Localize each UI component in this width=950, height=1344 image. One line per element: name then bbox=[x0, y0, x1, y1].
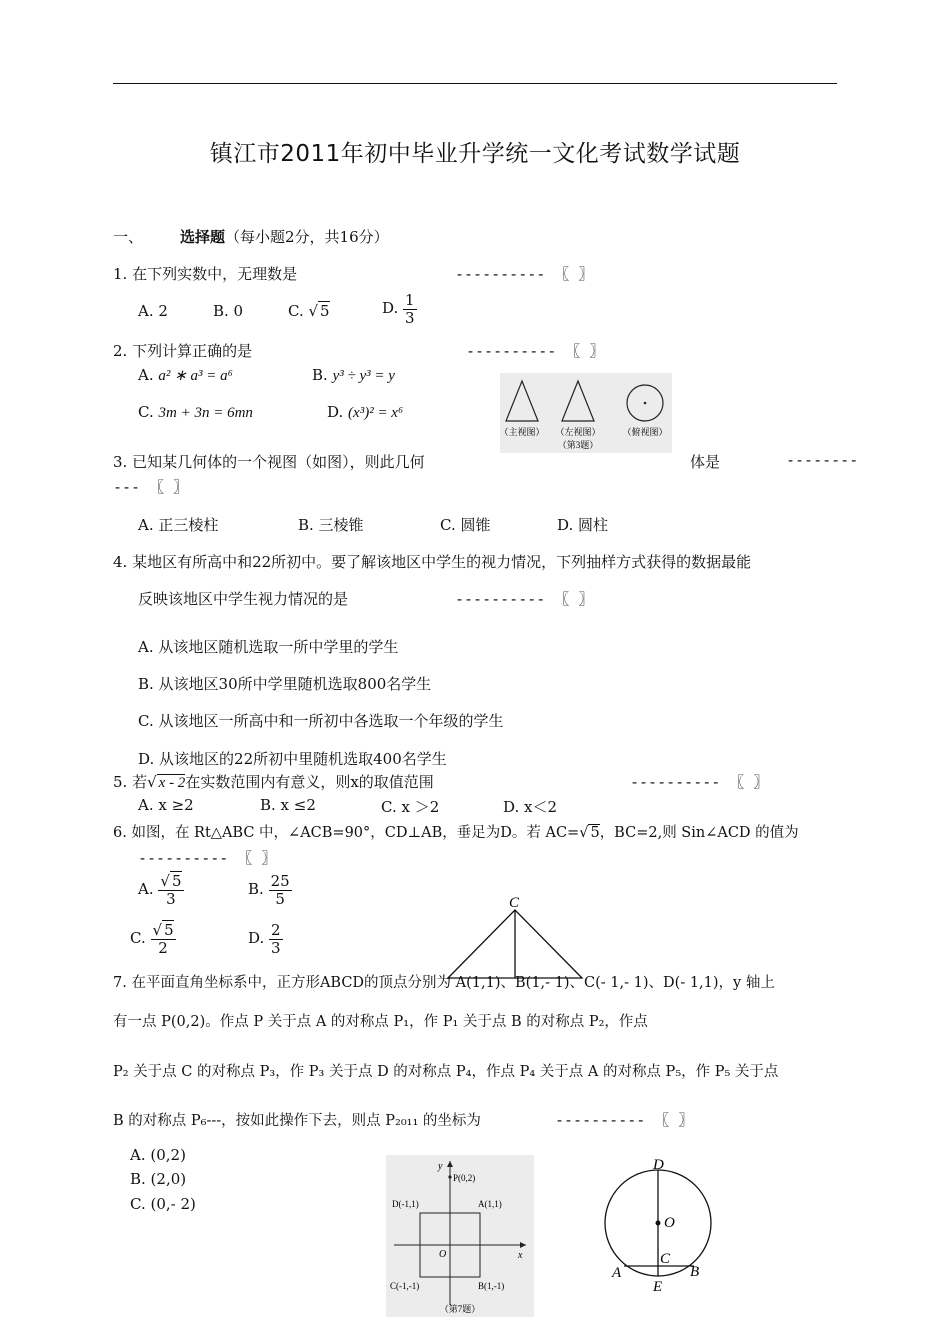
header-rule bbox=[113, 83, 837, 84]
q1-option-b: B. 0 bbox=[213, 302, 244, 320]
q2-option-b-expr: y³ ÷ y³ = y bbox=[332, 368, 395, 384]
fraction-numerator: √ 5 bbox=[160, 872, 182, 890]
q3-stem-tail: 体是 bbox=[690, 453, 721, 471]
q2-stem: 2. 下列计算正确的是 bbox=[113, 342, 253, 360]
fraction-numerator: 1 bbox=[405, 291, 415, 309]
q3-option-d: D. 圆柱 bbox=[557, 516, 609, 534]
q4-option-a: A. 从该地区随机选取一所中学里的学生 bbox=[138, 638, 399, 656]
q5-option-d: D. x＜2 bbox=[503, 798, 558, 816]
q1-option-a: A. 2 bbox=[138, 302, 168, 320]
q2-option-c-expr: 3m + 3n = 6mn bbox=[158, 405, 253, 421]
q2-option-d bbox=[327, 403, 403, 422]
q7-figure bbox=[386, 1155, 534, 1317]
q1-option-d bbox=[382, 292, 417, 326]
q6-option-b bbox=[248, 873, 292, 907]
fraction-denominator: 3 bbox=[405, 308, 415, 327]
top-view-center bbox=[644, 402, 647, 405]
front-view-label: （主视图） bbox=[500, 427, 545, 437]
point-p bbox=[448, 1175, 451, 1178]
q7-figure-svg bbox=[386, 1155, 534, 1317]
q7-line4: B 的对称点 P₆---，按如此操作下去，则点 P₂₀₁₁ 的坐标为 bbox=[113, 1113, 481, 1129]
q7-answer-blank[interactable]: ---------- 〖 〗 bbox=[555, 1111, 694, 1129]
q6-stem-text: 6. 如图，在 Rt△ABC 中，∠ACB=90°，CD⊥AB，垂足为D。若 AC= bbox=[113, 825, 580, 841]
q2-option-a-label: A. bbox=[138, 366, 154, 384]
q3-figure-caption: （第3题） bbox=[557, 440, 599, 450]
q7-option-c: C. (0,- 2) bbox=[130, 1195, 196, 1213]
q6-option-c bbox=[130, 922, 176, 956]
x-axis-arrow bbox=[520, 1242, 526, 1248]
q5-stem: 5. 若√ x - 2在实数范围内有意义，则x的取值范围 bbox=[113, 773, 434, 791]
fraction-numerator: √ 5 bbox=[152, 921, 174, 939]
q1-option-d-label: D. bbox=[382, 299, 399, 317]
q5-option-a: A. x ≥2 bbox=[138, 796, 194, 814]
point-o-label: O bbox=[664, 1215, 675, 1231]
section-name: 选择题 bbox=[180, 228, 226, 246]
q2-answer-blank[interactable]: ---------- 〖 〗 bbox=[466, 342, 605, 360]
q6-option-b-label: B. bbox=[248, 880, 264, 898]
q5-option-c: C. x ＞2 bbox=[381, 798, 440, 816]
q6-option-a-fraction bbox=[158, 873, 183, 907]
q4-option-d: D. 从该地区的22所初中里随机选取400名学生 bbox=[138, 750, 447, 768]
point-d-label: D bbox=[653, 1157, 664, 1173]
q1-option-c-value: 5 bbox=[320, 302, 330, 320]
section-note: （每小题2分，共16分） bbox=[225, 228, 389, 246]
q2-option-a-expr: a² ∗ a³ = a⁶ bbox=[158, 368, 233, 384]
fraction-denominator: 5 bbox=[275, 889, 285, 908]
point-d-label: D(-1,1) bbox=[392, 1199, 419, 1209]
q2-option-c bbox=[138, 403, 253, 422]
q7-figure-caption: （第7题） bbox=[439, 1304, 481, 1314]
q5-stem-post: 在实数范围内有意义，则x的取值范围 bbox=[185, 773, 434, 791]
q6-option-d bbox=[248, 922, 283, 956]
q3-stem: 3. 已知某几何体的一个视图（如图），则此几何 bbox=[113, 453, 425, 471]
fraction-numerator: 2 bbox=[271, 921, 281, 939]
q6-option-d-label: D. bbox=[248, 929, 265, 947]
q6-option-b-fraction bbox=[269, 873, 292, 907]
q6-stem: 6. 如图，在 Rt△ABC 中，∠ACB=90°，CD⊥AB，垂足为D。若 AC=√ 5，BC=2,则 Sin∠ACD 的值为 bbox=[113, 825, 799, 841]
q1-answer-blank[interactable]: ---------- 〖 〗 bbox=[455, 265, 594, 283]
q3-option-b: B. 三棱锥 bbox=[298, 516, 364, 534]
fraction-denominator: 3 bbox=[271, 938, 281, 957]
point-b-label: B(1,-1) bbox=[478, 1281, 505, 1291]
q2-option-a bbox=[138, 366, 233, 385]
center-point bbox=[656, 1221, 661, 1226]
x-axis-label: x bbox=[518, 1250, 523, 1261]
q1-option-c: C. √ 5 bbox=[288, 302, 330, 320]
q5-answer-blank[interactable]: ---------- 〖 〗 bbox=[630, 773, 769, 791]
origin-label: O bbox=[439, 1249, 447, 1260]
point-a-label: A bbox=[612, 1265, 622, 1281]
q6-option-c-label: C. bbox=[130, 929, 146, 947]
q1-option-d-fraction bbox=[403, 292, 417, 326]
q7-line2: 有一点 P(0,2)。作点 P 关于点 A 的对称点 P₁，作 P₁ 关于点 B 的对称点 P₂，作点 bbox=[113, 1014, 648, 1030]
q6-option-a-label: A. bbox=[138, 880, 154, 898]
q4-option-c: C. 从该地区一所高中和一所初中各选取一个年级的学生 bbox=[138, 712, 504, 730]
q3-option-a: A. 正三棱柱 bbox=[138, 516, 219, 534]
q7-line1: 7. 在平面直角坐标系中，正方形ABCD的顶点分别为 A(1,1)、B(1,- 1)、C(- 1,- 1)、D(- 1,1)，y 轴上 bbox=[113, 975, 775, 991]
q2-option-b bbox=[312, 366, 395, 385]
side-view-triangle bbox=[562, 381, 594, 421]
y-axis-label: y bbox=[438, 1161, 443, 1172]
q3-figure-svg bbox=[500, 373, 672, 453]
q2-option-b-label: B. bbox=[312, 366, 328, 384]
q5-option-b: B. x ≤2 bbox=[260, 796, 316, 814]
q1-option-c-label: C. bbox=[288, 302, 304, 320]
point-p-label: P(0,2) bbox=[453, 1173, 476, 1183]
q6-option-c-fraction bbox=[151, 922, 176, 956]
fraction-denominator: 3 bbox=[166, 889, 176, 908]
circle-figure bbox=[600, 1155, 720, 1295]
q5-sqrt-expr: x - 2 bbox=[158, 775, 186, 791]
q3-figure bbox=[500, 373, 672, 453]
q4-stem: 4. 某地区有所高中和22所初中。要了解该地区中学生的视力情况，下列抽样方式获得的数据最能 bbox=[113, 553, 752, 571]
q3-answer-blank-b[interactable]: --- 〖 〗 bbox=[113, 478, 189, 496]
q6-a-num: 5 bbox=[171, 872, 182, 890]
q3-option-c: C. 圆锥 bbox=[440, 516, 491, 534]
q4-answer-blank[interactable]: ---------- 〖 〗 bbox=[455, 590, 594, 608]
q6-option-a bbox=[138, 873, 184, 907]
q1-stem: 1. 在下列实数中，无理数是 bbox=[113, 265, 298, 283]
q6-b-num: 25 bbox=[270, 872, 290, 890]
point-e-label: E bbox=[653, 1279, 663, 1295]
q4-option-b: B. 从该地区30所中学里随机选取800名学生 bbox=[138, 675, 432, 693]
point-c-label: C bbox=[660, 1251, 671, 1267]
q7-option-b: B. (2,0) bbox=[130, 1170, 187, 1188]
q2-option-c-label: C. bbox=[138, 403, 154, 421]
q6-stem-sqrt: 5 bbox=[590, 825, 600, 841]
q6-stem-tail: ，BC=2,则 Sin∠ACD 的值为 bbox=[599, 825, 799, 841]
fraction-denominator: 2 bbox=[158, 938, 168, 957]
q4-stem-line2: 反映该地区中学生视力情况的是 bbox=[138, 590, 349, 608]
q7-option-a: A. (0,2) bbox=[130, 1146, 186, 1164]
side-view-label: （左视图） bbox=[555, 427, 601, 437]
q5-stem-pre: 5. 若 bbox=[113, 773, 148, 791]
page-title: 镇江市2011年初中毕业升学统一文化考试数学试题 bbox=[209, 141, 741, 167]
y-axis-arrow bbox=[447, 1161, 453, 1167]
q2-option-d-expr: (x³)² = x⁶ bbox=[348, 405, 404, 421]
q3-answer-blank-a[interactable]: -------- bbox=[786, 451, 859, 469]
q7-line3: P₂ 关于点 C 的对称点 P₃，作 P₃ 关于点 D 的对称点 P₄，作点 P₄ 关于点 A 的对称点 P₅，作 P₅ 关于点 bbox=[113, 1064, 779, 1080]
q6-c-num: 5 bbox=[164, 921, 174, 939]
point-a-label: A(1,1) bbox=[478, 1199, 502, 1209]
section-number: 一、 bbox=[113, 228, 144, 246]
q6-option-d-fraction bbox=[269, 922, 283, 956]
q6-answer-blank[interactable]: ---------- 〖 〗 bbox=[138, 849, 277, 867]
point-c-label: C(-1,-1) bbox=[390, 1281, 420, 1291]
top-view-label: （俯视图） bbox=[622, 427, 668, 437]
q2-option-d-label: D. bbox=[327, 403, 344, 421]
vertex-c-label: C bbox=[509, 895, 520, 911]
section-heading bbox=[180, 226, 389, 247]
point-b-label: B bbox=[690, 1264, 700, 1280]
fraction-numerator bbox=[269, 873, 292, 891]
front-view-triangle bbox=[506, 381, 538, 421]
